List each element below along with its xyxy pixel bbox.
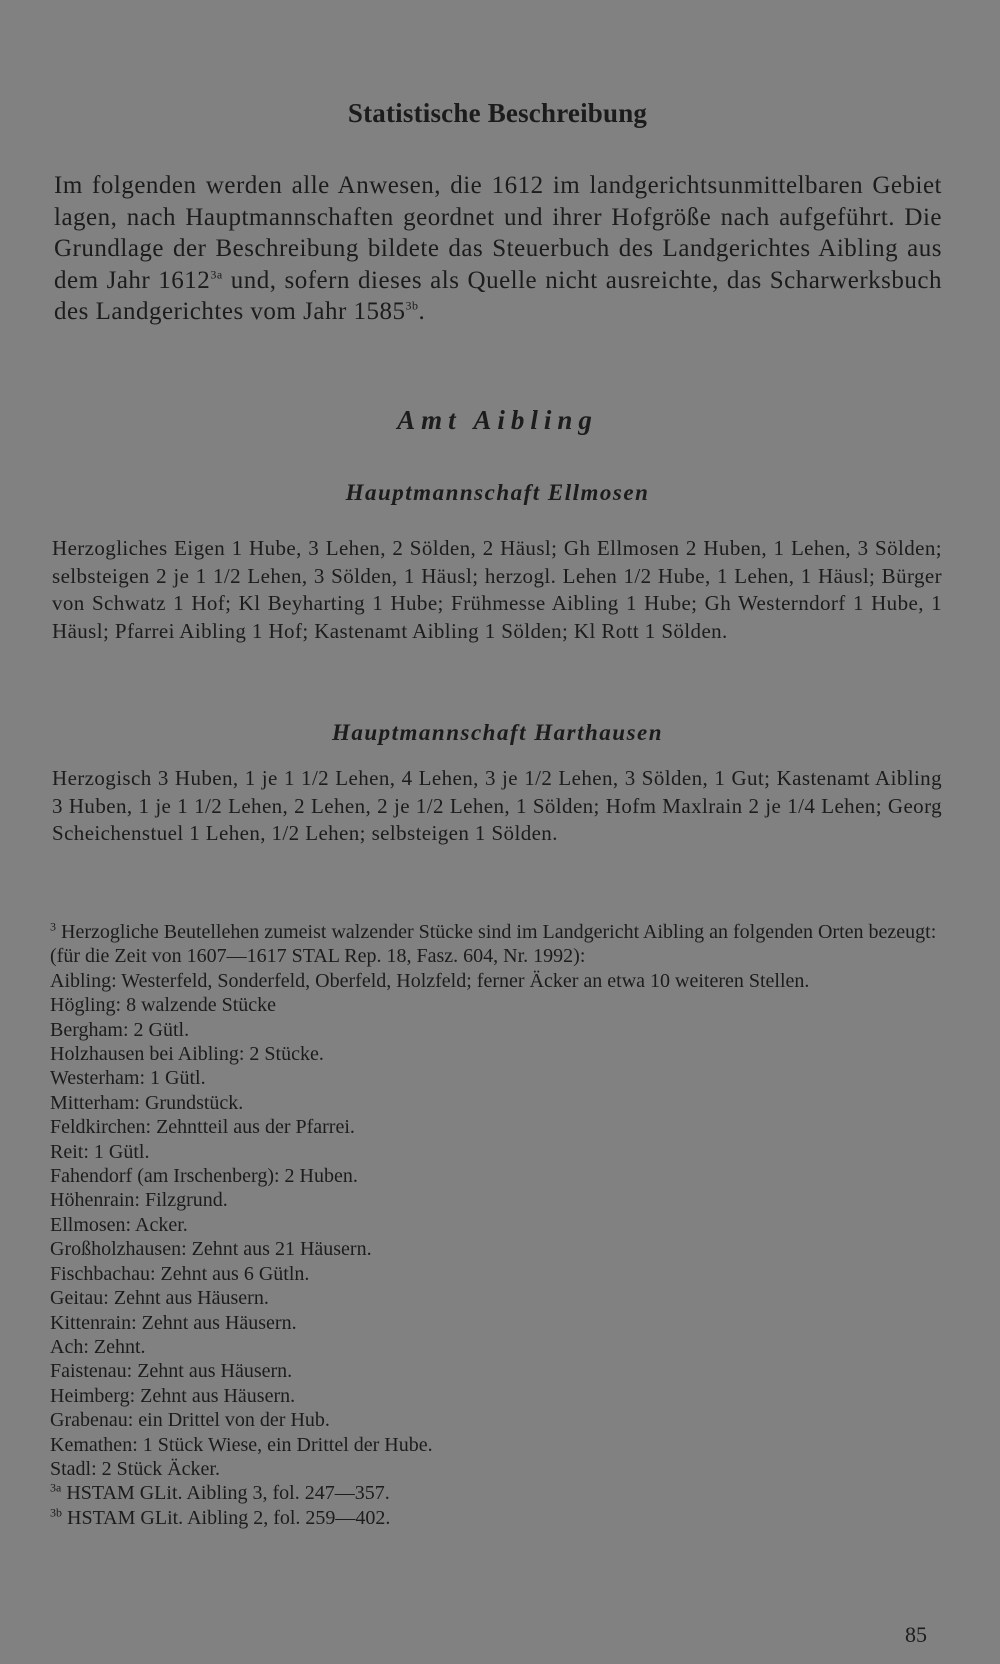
footnote-place: Geitau: Zehnt aus Häusern. [50,1287,269,1310]
footnote-ref-3b: 3b [405,298,419,313]
section-text-harthausen: Herzogisch 3 Huben, 1 je 1 1/2 Lehen, 4 Lehen, 3 je 1/2 Lehen, 3 Sölden, 1 Gut; Kastenamt Aibling 3 Huben, 1 je 1 1/2 Lehen, 2 Lehen, 2 je 1/2 Lehen, 1 Sölden; Hofm Maxlrain 2 je 1/4 Lehen; Georg Scheichenstuel 1 Lehen, 1/2 Lehen; selbsteigen 1 Sölden. [52,766,942,845]
footnote-3b [50,1506,942,1530]
footnote-place: Bergham: 2 Gütl. [50,1018,190,1041]
footnote-place: Kittenrain: Zehnt aus Häusern. [50,1311,297,1334]
footnote-place: Höhenrain: Filzgrund. [50,1189,228,1212]
intro-text-3: . [418,298,426,325]
footnote-3 [50,920,942,944]
footnote-place: Großholzhausen: Zehnt aus 21 Häusern. [50,1238,372,1261]
footnote-3b-text: HSTAM GLit. Aibling 2, fol. 259—402. [67,1506,391,1529]
footnotes [50,920,942,1530]
footnote-place: Reit: 1 Gütl. [50,1140,150,1163]
footnote-place: Heimberg: Zehnt aus Häusern. [50,1384,296,1407]
footnote-place: Grabenau: ein Drittel von der Hub. [50,1409,330,1432]
page-number: 85 [905,1622,927,1647]
page-heading: Statistische Beschreibung [347,98,648,128]
footnote-place: Ach: Zehnt. [50,1335,146,1358]
footnote-3a [50,1481,942,1505]
footnote-place: Ellmosen: Acker. [50,1213,188,1236]
footnote-place: Högling: 8 walzende Stücke [50,994,277,1017]
amt-title: Amt Aibling [397,405,598,435]
footnote-ref-3a: 3a [210,267,223,282]
footnote-place: Fischbachau: Zehnt aus 6 Gütln. [50,1262,310,1285]
footnote-3a-text: HSTAM GLit. Aibling 3, fol. 247—357. [66,1482,390,1505]
footnote-3-period: (für die Zeit von 1607—1617 STAL Rep. 18, Fasz. 604, Nr. 1992): [50,945,586,968]
footnote-place: Kemathen: 1 Stück Wiese, ein Drittel der Hube. [50,1433,433,1456]
section-text-ellmosen: Herzogliches Eigen 1 Hube, 3 Lehen, 2 Sölden, 2 Häusl; Gh Ellmosen 2 Huben, 1 Lehen, 3 Sölden; selbsteigen 2 je 1 1/2 Lehen, 3 Sölden, 1 Häusl; herzogl. Lehen 1/2 Hube, 1 Lehen, 1 Häusl; Bürger von Schwatz 1 Hof; Kl Beyharting 1 Hube; Frühmesse Aibling 1 Hube; Gh Westerndorf 1 Hube, 1 Häusl; Pfarrei Aibling 1 Hof; Kastenamt Aibling 1 Sölden; Kl Rott 1 Sölden. [52,536,942,643]
footnote-marker-3: 3 [50,919,56,934]
footnote-place: Westerham: 1 Gütl. [50,1067,206,1090]
footnote-place: Mitterham: Grundstück. [50,1091,244,1114]
footnote-place: Fahendorf (am Irschenberg): 2 Huben. [50,1165,358,1188]
section-title-ellmosen: Hauptmannschaft Ellmosen [345,480,650,505]
footnote-marker-3b: 3b [50,1505,62,1520]
footnote-place: Aibling: Westerfeld, Sonderfeld, Oberfeld, Holzfeld; ferner Äcker an etwa 10 weiteren Stellen. [50,969,810,992]
footnote-place: Faistenau: Zehnt aus Häusern. [50,1360,293,1383]
footnote-marker-3a: 3a [50,1480,62,1495]
section-title-harthausen: Hauptmannschaft Harthausen [331,720,664,745]
document-page [50,0,945,1664]
footnote-place: Feldkirchen: Zehntteil aus der Pfarrei. [50,1116,355,1139]
intro-text-1: Im folgenden werden alle Anwesen, die 1612 im landgerichtsunmittelbaren Gebiet lagen, nach Hauptmannschaften geordnet und ihrer Hofgröße nach aufgeführt. Die Grundlage der Beschreibung bildete das Steuerbuch des Landgerichtes Aibling aus dem Jahr 1612 [54,172,942,294]
footnote-3-intro: Herzogliche Beutellehen zumeist walzender Stücke sind im Landgericht Aibling an folgenden Orten bezeugt: [61,921,937,943]
intro-text-2: und, sofern dieses als Quelle nicht ausreichte, das Scharwerksbuch des Landgerichtes vom Jahr 1585 [54,266,942,325]
intro-paragraph [54,170,942,328]
footnote-place: Holzhausen bei Aibling: 2 Stücke. [50,1043,324,1066]
footnote-place: Stadl: 2 Stück Äcker. [50,1457,220,1480]
